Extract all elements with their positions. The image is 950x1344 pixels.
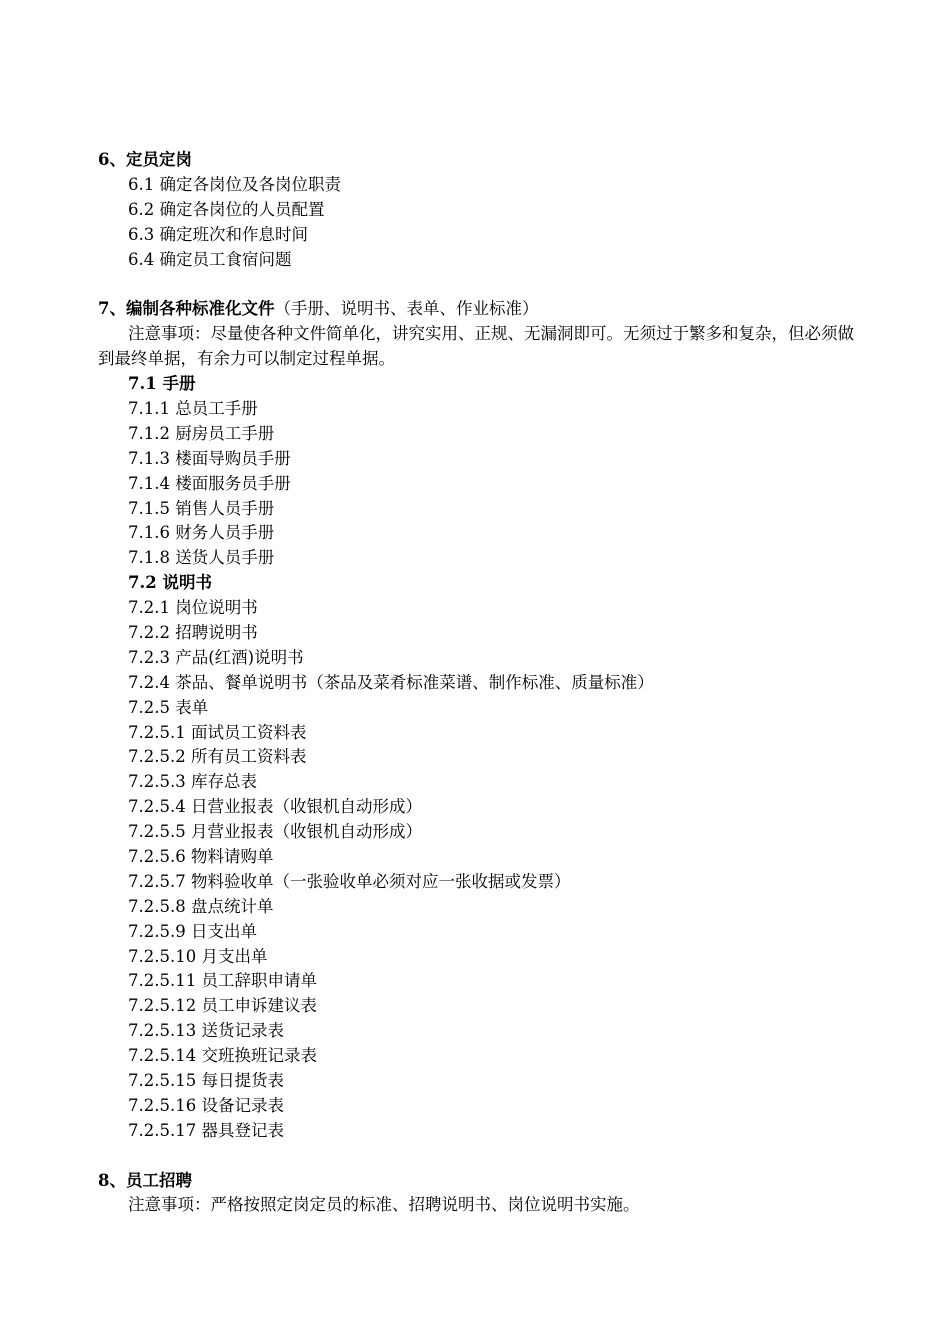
list-item: 7.2.5.8 盘点统计单 — [128, 896, 274, 916]
section-7-note: 注意事项：尽量使各种文件简单化，讲究实用、正规、无漏洞即可。无须过于繁多和复杂，但必须做到最终单据，有余力可以制定过程单据。 — [98, 324, 854, 369]
subsection-7-2-list — [98, 596, 858, 1144]
list-item: 7.1.3 楼面导购员手册 — [128, 448, 291, 468]
list-item: 6.4 确定员工食宿问题 — [128, 249, 292, 269]
subsection-7-1-heading: 7.1 手册 — [128, 374, 196, 394]
list-item: 7.2.5.9 日支出单 — [128, 921, 257, 941]
list-item: 7.1.2 厨房员工手册 — [128, 423, 275, 443]
list-item: 7.2.2 招聘说明书 — [128, 622, 258, 642]
list-item: 7.1.1 总员工手册 — [128, 398, 258, 418]
list-item: 7.2.5 表单 — [128, 697, 209, 717]
list-item: 7.1.6 财务人员手册 — [128, 523, 275, 543]
document-body — [98, 148, 858, 1218]
list-item: 7.2.5.11 员工辞职申请单 — [128, 971, 317, 991]
list-item: 7.2.5.14 交班换班记录表 — [128, 1046, 317, 1066]
subsection-7-2-heading: 7.2 说明书 — [128, 573, 212, 593]
section-8-note: 注意事项：严格按照定岗定员的标准、招聘说明书、岗位说明书实施。 — [128, 1195, 640, 1215]
section-7-title: 7、编制各种标准化文件 — [98, 299, 275, 319]
subsection-7-1-list — [98, 397, 858, 571]
list-item: 7.1.8 送货人员手册 — [128, 548, 275, 568]
list-item: 7.2.5.6 物料请购单 — [128, 846, 274, 866]
list-item: 7.2.4 茶品、餐单说明书（茶品及菜肴标准菜谱、制作标准、质量标准） — [128, 672, 654, 692]
list-item: 7.2.5.17 器具登记表 — [128, 1120, 284, 1140]
list-item: 7.2.5.13 送货记录表 — [128, 1021, 284, 1041]
list-item: 7.2.1 岗位说明书 — [128, 598, 258, 618]
list-item: 7.2.5.15 每日提货表 — [128, 1070, 284, 1090]
list-item: 6.2 确定各岗位的人员配置 — [128, 199, 325, 219]
list-item: 7.2.3 产品(红酒)说明书 — [128, 647, 304, 667]
section-6-list — [98, 173, 858, 273]
list-item: 7.2.5.10 月支出单 — [128, 946, 268, 966]
list-item: 7.2.5.16 设备记录表 — [128, 1095, 284, 1115]
list-item: 7.2.5.12 员工申诉建议表 — [128, 996, 317, 1016]
list-item: 6.3 确定班次和作息时间 — [128, 224, 308, 244]
list-item: 7.2.5.2 所有员工资料表 — [128, 747, 307, 767]
list-item: 7.2.5.4 日营业报表（收银机自动形成） — [128, 797, 422, 817]
list-item: 7.2.5.3 库存总表 — [128, 772, 257, 792]
list-item: 7.1.5 销售人员手册 — [128, 498, 275, 518]
list-item: 7.2.5.1 面试员工资料表 — [128, 722, 307, 742]
section-7-title-note: （手册、说明书、表单、作业标准） — [274, 299, 539, 319]
list-item: 6.1 确定各岗位及各岗位职责 — [128, 174, 341, 194]
section-6-heading: 6、定员定岗 — [98, 150, 192, 169]
list-item: 7.2.5.5 月营业报表（收银机自动形成） — [128, 822, 422, 842]
list-item: 7.1.4 楼面服务员手册 — [128, 473, 291, 493]
list-item: 7.2.5.7 物料验收单（一张验收单必须对应一张收据或发票） — [128, 871, 571, 891]
section-8-heading: 8、员工招聘 — [98, 1170, 192, 1190]
section-7-heading — [98, 297, 858, 322]
